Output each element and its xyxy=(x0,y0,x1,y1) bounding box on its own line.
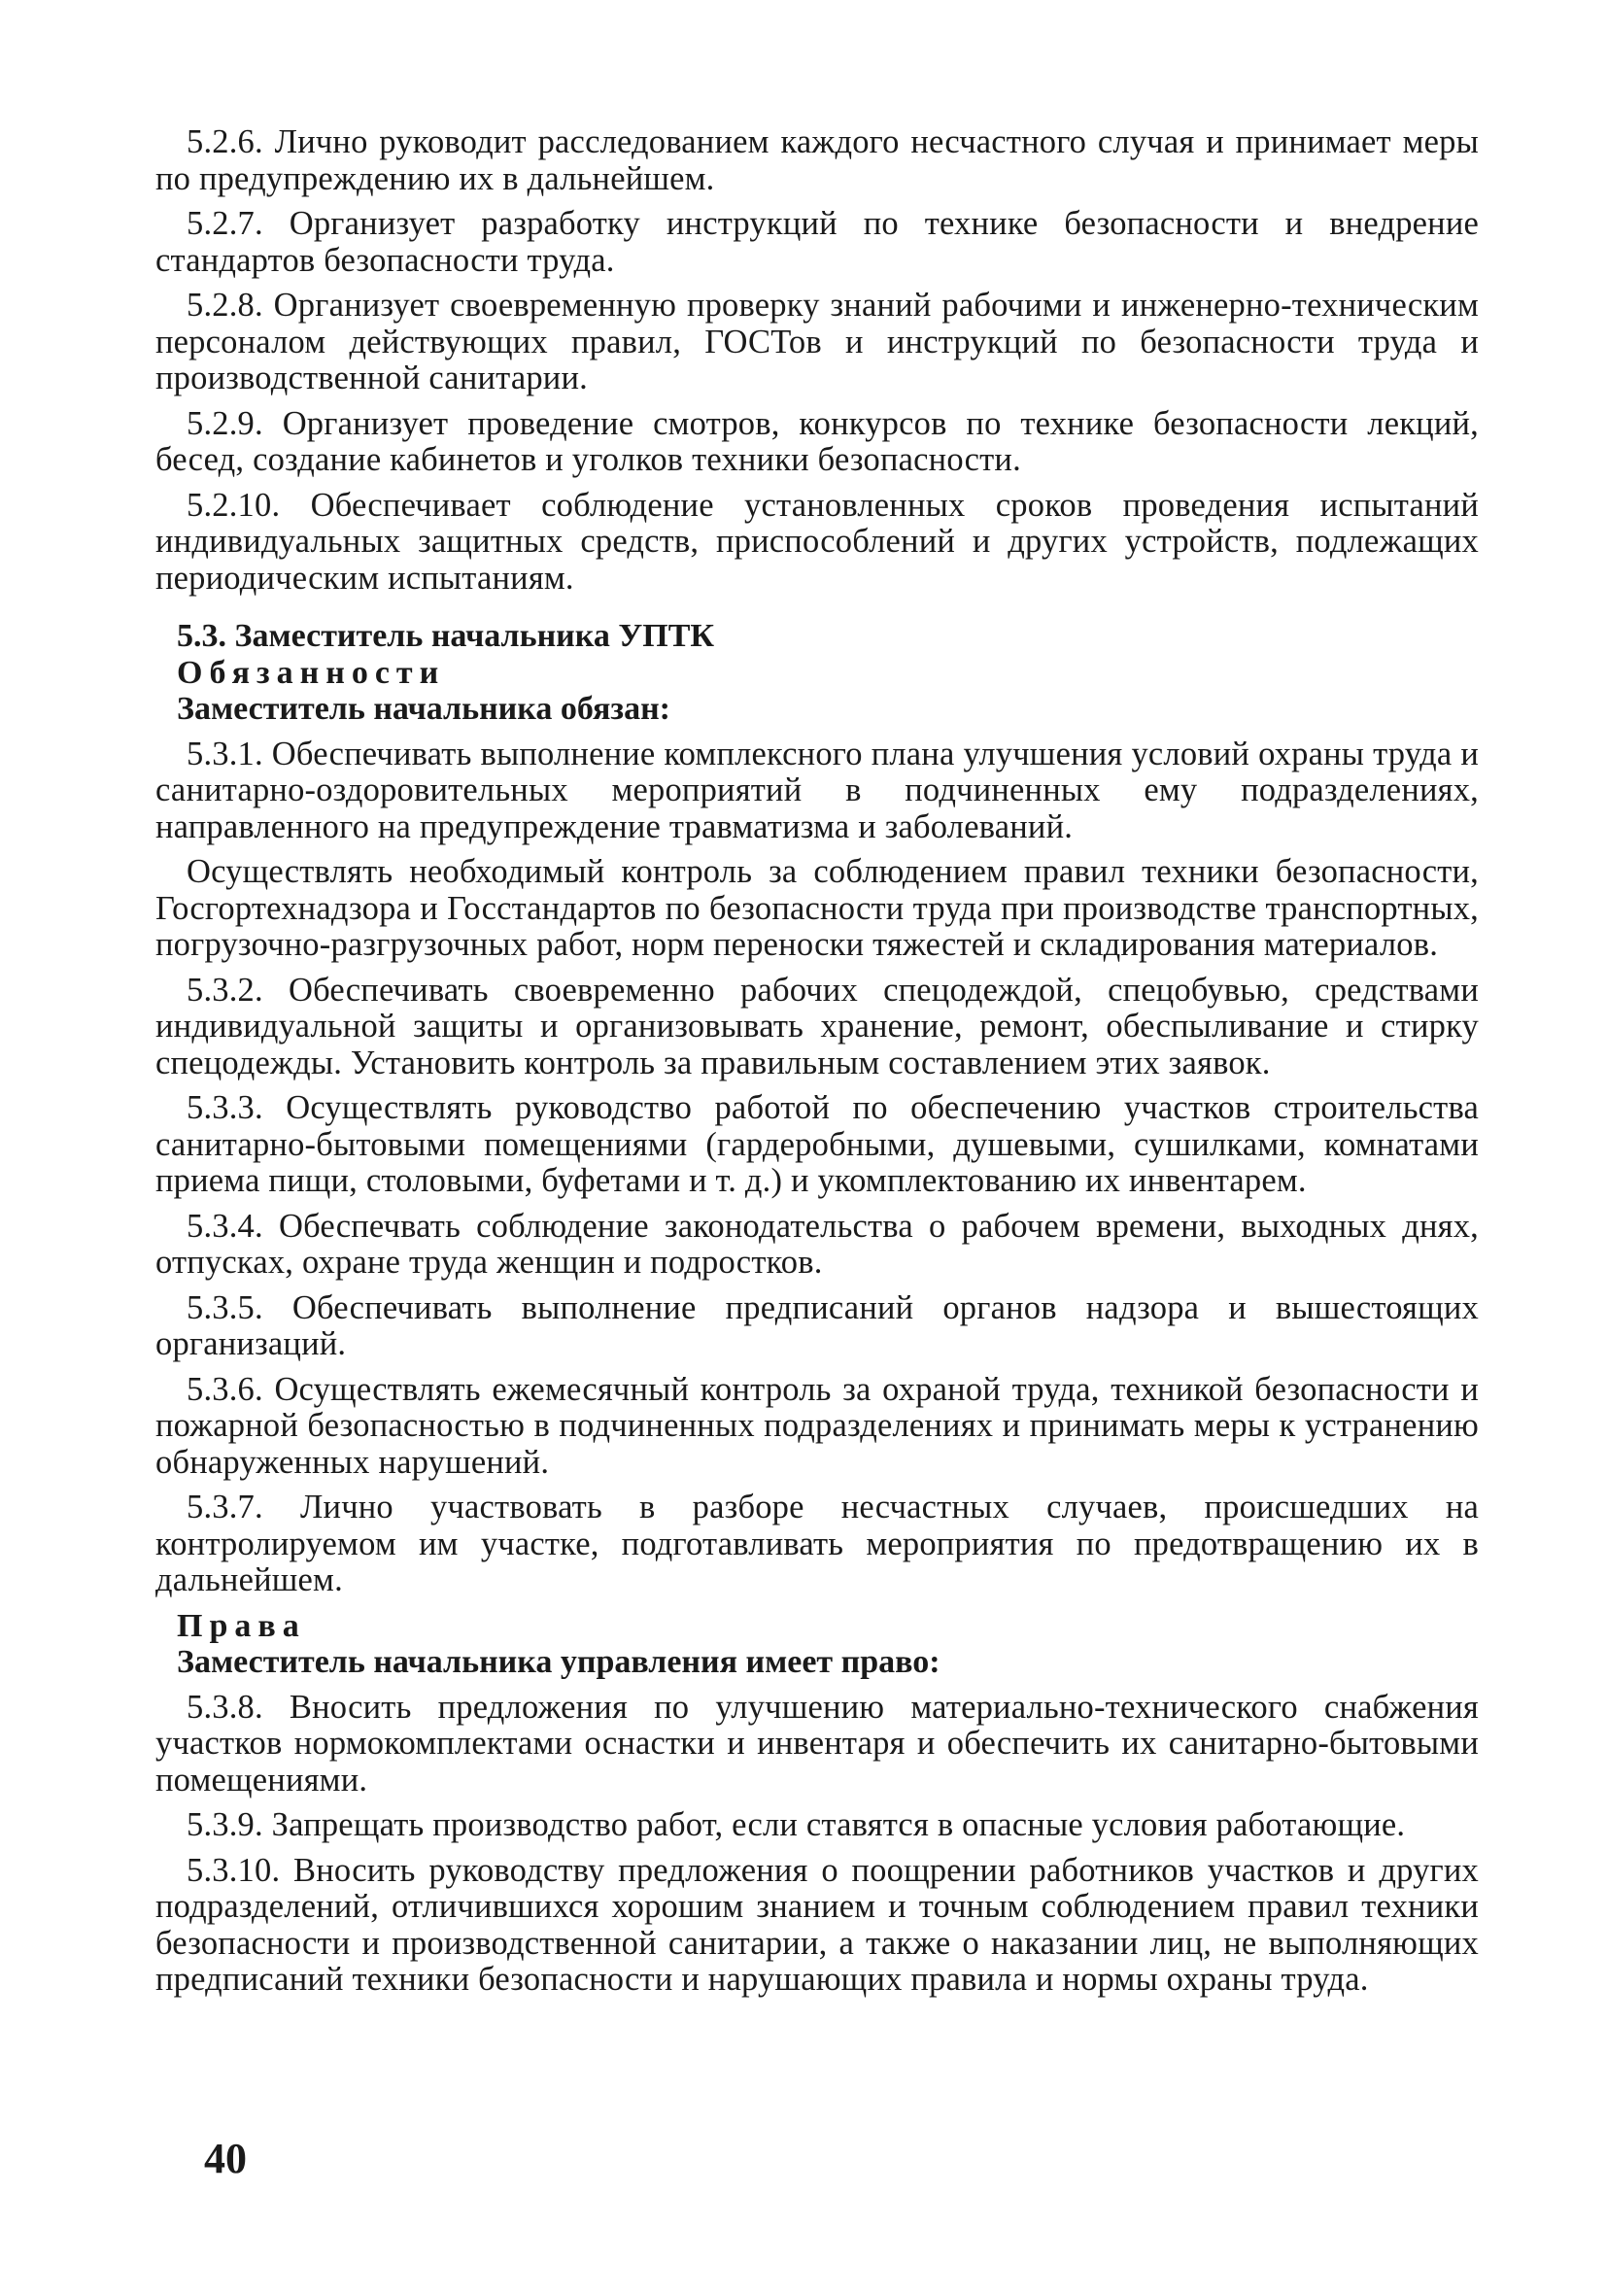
paragraph-5-3-1: 5.3.1. Обеспечивать выполнение комплексного плана улучшения условий охраны труда и санитарно-оздоровительных мероприятий в подчиненных ему подразделениях, направленного на предупреждение травматизма и заболеваний. xyxy=(155,735,1479,845)
paragraph-control: Осуществлять необходимый контроль за соблюдением правил техники безопасности, Госгортехнадзора и Госстандартов по безопасности труда при производстве транспортных, погрузочно-разгрузочных работ, норм переноски тяжестей и складирования материалов. xyxy=(155,853,1479,963)
paragraph-5-3-4: 5.3.4. Обеспечвать соблюдение законодательства о рабочем времени, выходных днях, отпусках, охране труда женщин и подростков. xyxy=(155,1207,1479,1281)
paragraph-5-2-10: 5.2.10. Обеспечивает соблюдение установленных сроков проведения испытаний индивидуальных защитных средств, приспособлений и других устройств, подлежащих периодическим испытаниям. xyxy=(155,486,1479,597)
paragraph-5-3-3: 5.3.3. Осуществлять руководство работой по обеспечению участков строительства санитарно-бытовыми помещениями (гардеробными, душевыми, сушилками, комнатами приема пищи, столовыми, буфетами и т. д.) и укомплектованию их инвентарем. xyxy=(155,1089,1479,1199)
page-content xyxy=(155,124,1479,2007)
paragraph-5-2-8: 5.2.8. Организует своевременную проверку знаний рабочими и инженерно-техническим персоналом действующих правил, ГОСТов и инструкций по безопасности труда и производственной санитарии. xyxy=(155,287,1479,396)
duties-heading: Обязанности xyxy=(177,654,446,691)
paragraph-5-3-9: 5.3.9. Запрещать производство работ, если ставятся в опасные условия работающие. xyxy=(187,1806,1406,1843)
duties-intro: Заместитель начальника обязан: xyxy=(177,691,670,727)
paragraph-5-3-2: 5.3.2. Обеспечивать своевременно рабочих спецодеждой, спецобувью, средствами индивидуальной защиты и организовывать хранение, ремонт, обеспыливание и стирку спецодежды. Установить контроль за правильным составлением этих заявок. xyxy=(155,971,1479,1081)
rights-intro: Заместитель начальника управления имеет право: xyxy=(177,1644,940,1680)
paragraph-5-2-6: 5.2.6. Лично руководит расследованием каждого несчастного случая и принимает меры по предупреждению их в дальнейшем. xyxy=(155,123,1479,197)
paragraph-5-2-9: 5.2.9. Организует проведение смотров, конкурсов по технике безопасности лекций, бесед, создание кабинетов и уголков техники безопасности. xyxy=(155,404,1479,478)
paragraph-5-2-7: 5.2.7. Организует разработку инструкций по технике безопасности и внедрение стандартов безопасности труда. xyxy=(155,205,1479,279)
paragraph-5-3-7: 5.3.7. Лично участвовать в разборе несчастных случаев, происшедших на контролируемом им участке, подготавливать мероприятия по предотвращению их в дальнейшем. xyxy=(155,1489,1479,1598)
paragraph-5-3-6: 5.3.6. Осуществлять ежемесячный контроль за охраной труда, техникой безопасности и пожарной безопасностью в подчиненных подразделениях и принимать меры к устранению обнаруженных нарушений. xyxy=(155,1370,1479,1481)
paragraph-5-3-8: 5.3.8. Вносить предложения по улучшению материально-технического снабжения участков нормокомплектами оснастки и инвентаря и обеспечить их санитарно-бытовыми помещениями. xyxy=(155,1688,1479,1799)
rights-heading: Права xyxy=(177,1607,306,1644)
page-number: 40 xyxy=(204,2135,247,2182)
section-title: 5.3. Заместитель начальника УПТК xyxy=(177,618,715,654)
paragraph-5-3-10: 5.3.10. Вносить руководству предложения о поощрении работников участков и других подразделений, отличившихся хорошим знанием и точным соблюдением правил техники безопасности и производственной санитарии, а также о наказании лиц, не выполняющих предписаний техники безопасности и нарушающих правила и нормы охраны труда. xyxy=(155,1851,1479,1998)
paragraph-5-3-5: 5.3.5. Обеспечивать выполнение предписаний органов надзора и вышестоящих организаций. xyxy=(155,1288,1479,1362)
